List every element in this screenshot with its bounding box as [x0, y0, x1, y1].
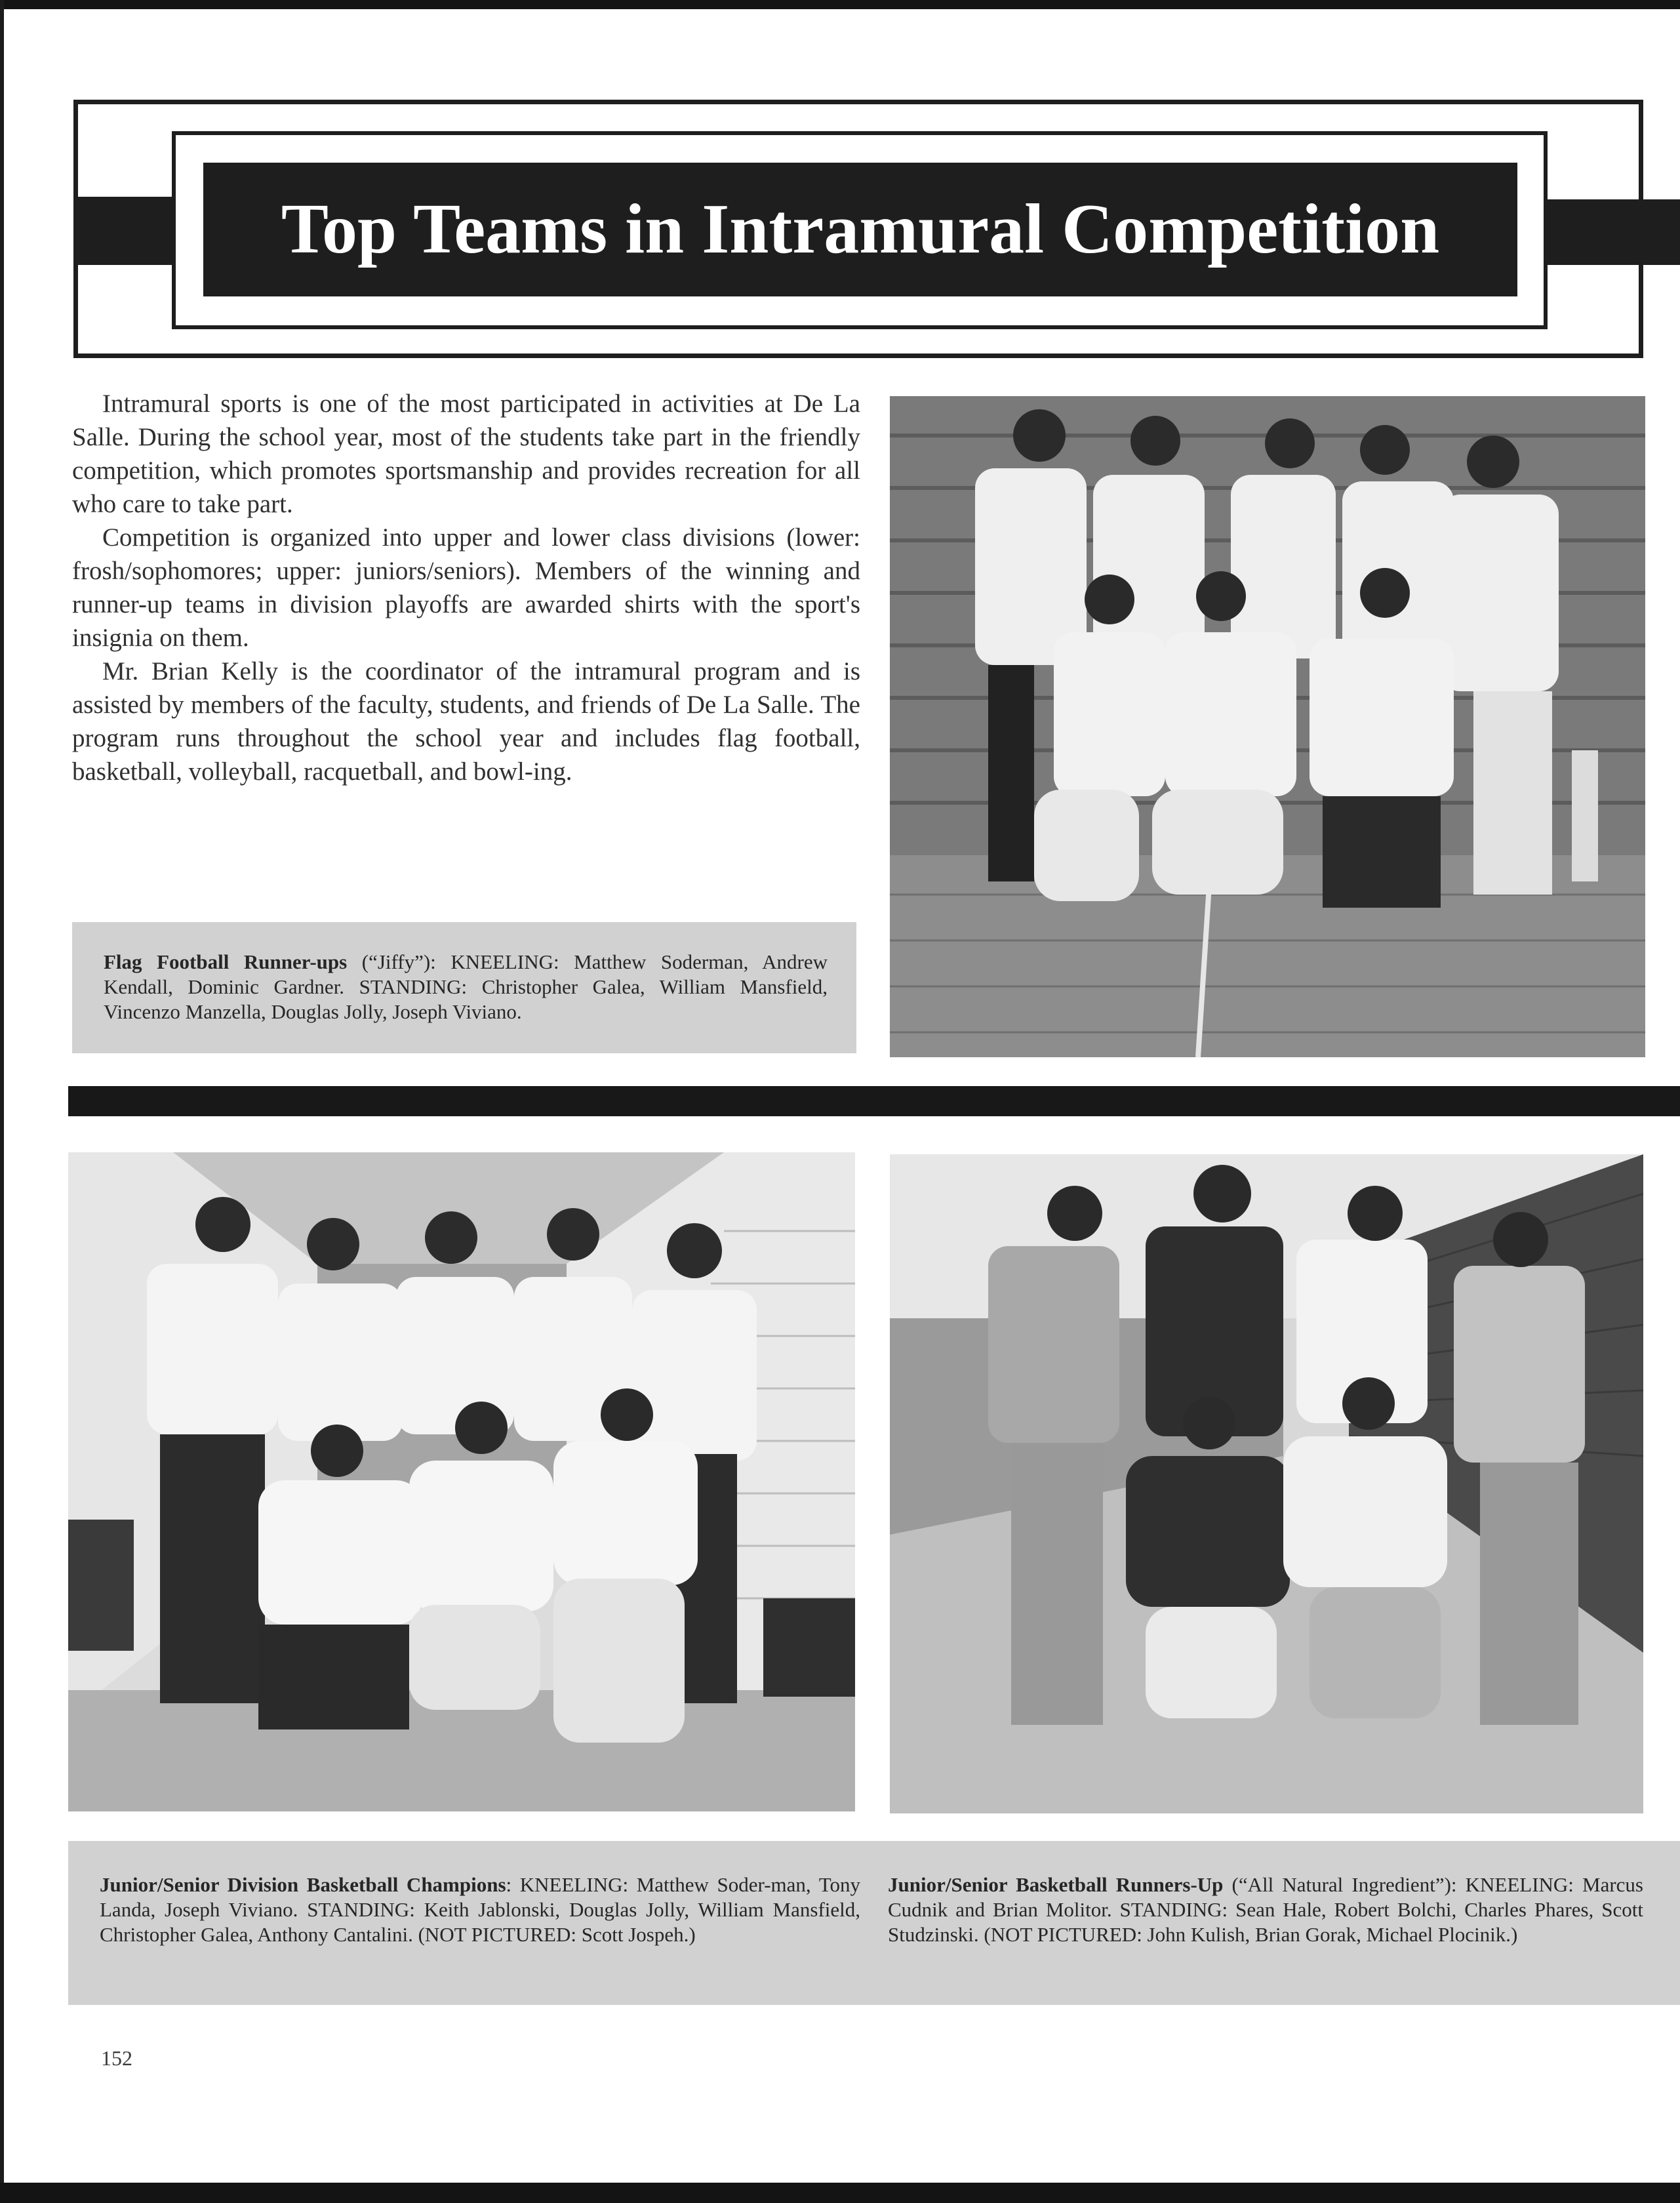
basketball-runners-up-caption: [888, 1872, 1643, 1947]
intro-text: [72, 387, 860, 788]
header-side-bar-left: [73, 197, 174, 265]
basketball-champions-caption-text: : KNEELING: Matthew Soder-man, Tony Landa, Joseph Viviano. STANDING: Keith Jablonski, Douglas Jolly, William Mansfield, Christopher Galea, Anthony Cantalini. (NOT PICTURED: Scott Jospeh.): [100, 1873, 860, 1946]
page-number: 152: [101, 2046, 132, 2070]
intro-paragraph-3: Mr. Brian Kelly is the coordinator of the intramural program and is assisted by members of the faculty, students, and friends of De La Salle. The program runs throughout the school year and includes flag football, basketball, volleyball, racquetball, and bowl-ing.: [72, 657, 860, 786]
basketball-champions-photo: [68, 1152, 855, 1811]
header-side-bar-right: [1545, 199, 1680, 265]
flag-football-caption-text: (“Jiffy”): KNEELING: Matthew Soderman, Andrew Kendall, Dominic Gardner. STANDING: Christopher Galea, William Mansfield, Vincenzo Manzella, Douglas Jolly, Joseph Viviano.: [104, 950, 828, 1023]
basketball-caption-box: [68, 1841, 1680, 2005]
page-left-edge: [0, 0, 4, 2203]
section-divider: [68, 1086, 1680, 1116]
title-band: [203, 163, 1517, 296]
basketball-champions-caption-heading: Junior/Senior Division Basketball Champions: [100, 1873, 506, 1896]
flag-football-caption-box: [72, 922, 856, 1053]
page-bottom-edge: [0, 2183, 1680, 2203]
basketball-runners-up-photo: [890, 1154, 1643, 1813]
page-top-edge: [0, 0, 1680, 9]
intro-paragraph-2: Competition is organized into upper and lower class divisions (lower: frosh/sophomores; upper: juniors/seniors). Members of the winning and runner-up teams in division playoffs are awarded shirts with the sport's insignia on them.: [72, 523, 860, 652]
intro-paragraph-1: Intramural sports is one of the most participated in activities at De La Salle. During the school year, most of the students take part in the friendly competition, which promotes sportsmanship and provides recreation for all who care to take part.: [72, 390, 860, 518]
flag-football-team-photo: [890, 396, 1645, 1057]
basketball-champions-caption: [100, 1872, 860, 1947]
flag-football-caption-heading: Flag Football Runner-ups: [104, 950, 348, 973]
page-title: Top Teams in Intramural Competition: [281, 190, 1440, 268]
basketball-runners-up-caption-heading: Junior/Senior Basketball Runners-Up: [888, 1873, 1224, 1896]
flag-football-caption: [104, 950, 828, 1024]
basketball-runners-up-caption-text: (“All Natural Ingredient”): KNEELING: Marcus Cudnik and Brian Molitor. STANDING: Sean Hale, Robert Bolchi, Charles Phares, Scott Studzinski. (NOT PICTURED: John Kulish, Brian Gorak, Michael Plocinik.): [888, 1873, 1643, 1946]
